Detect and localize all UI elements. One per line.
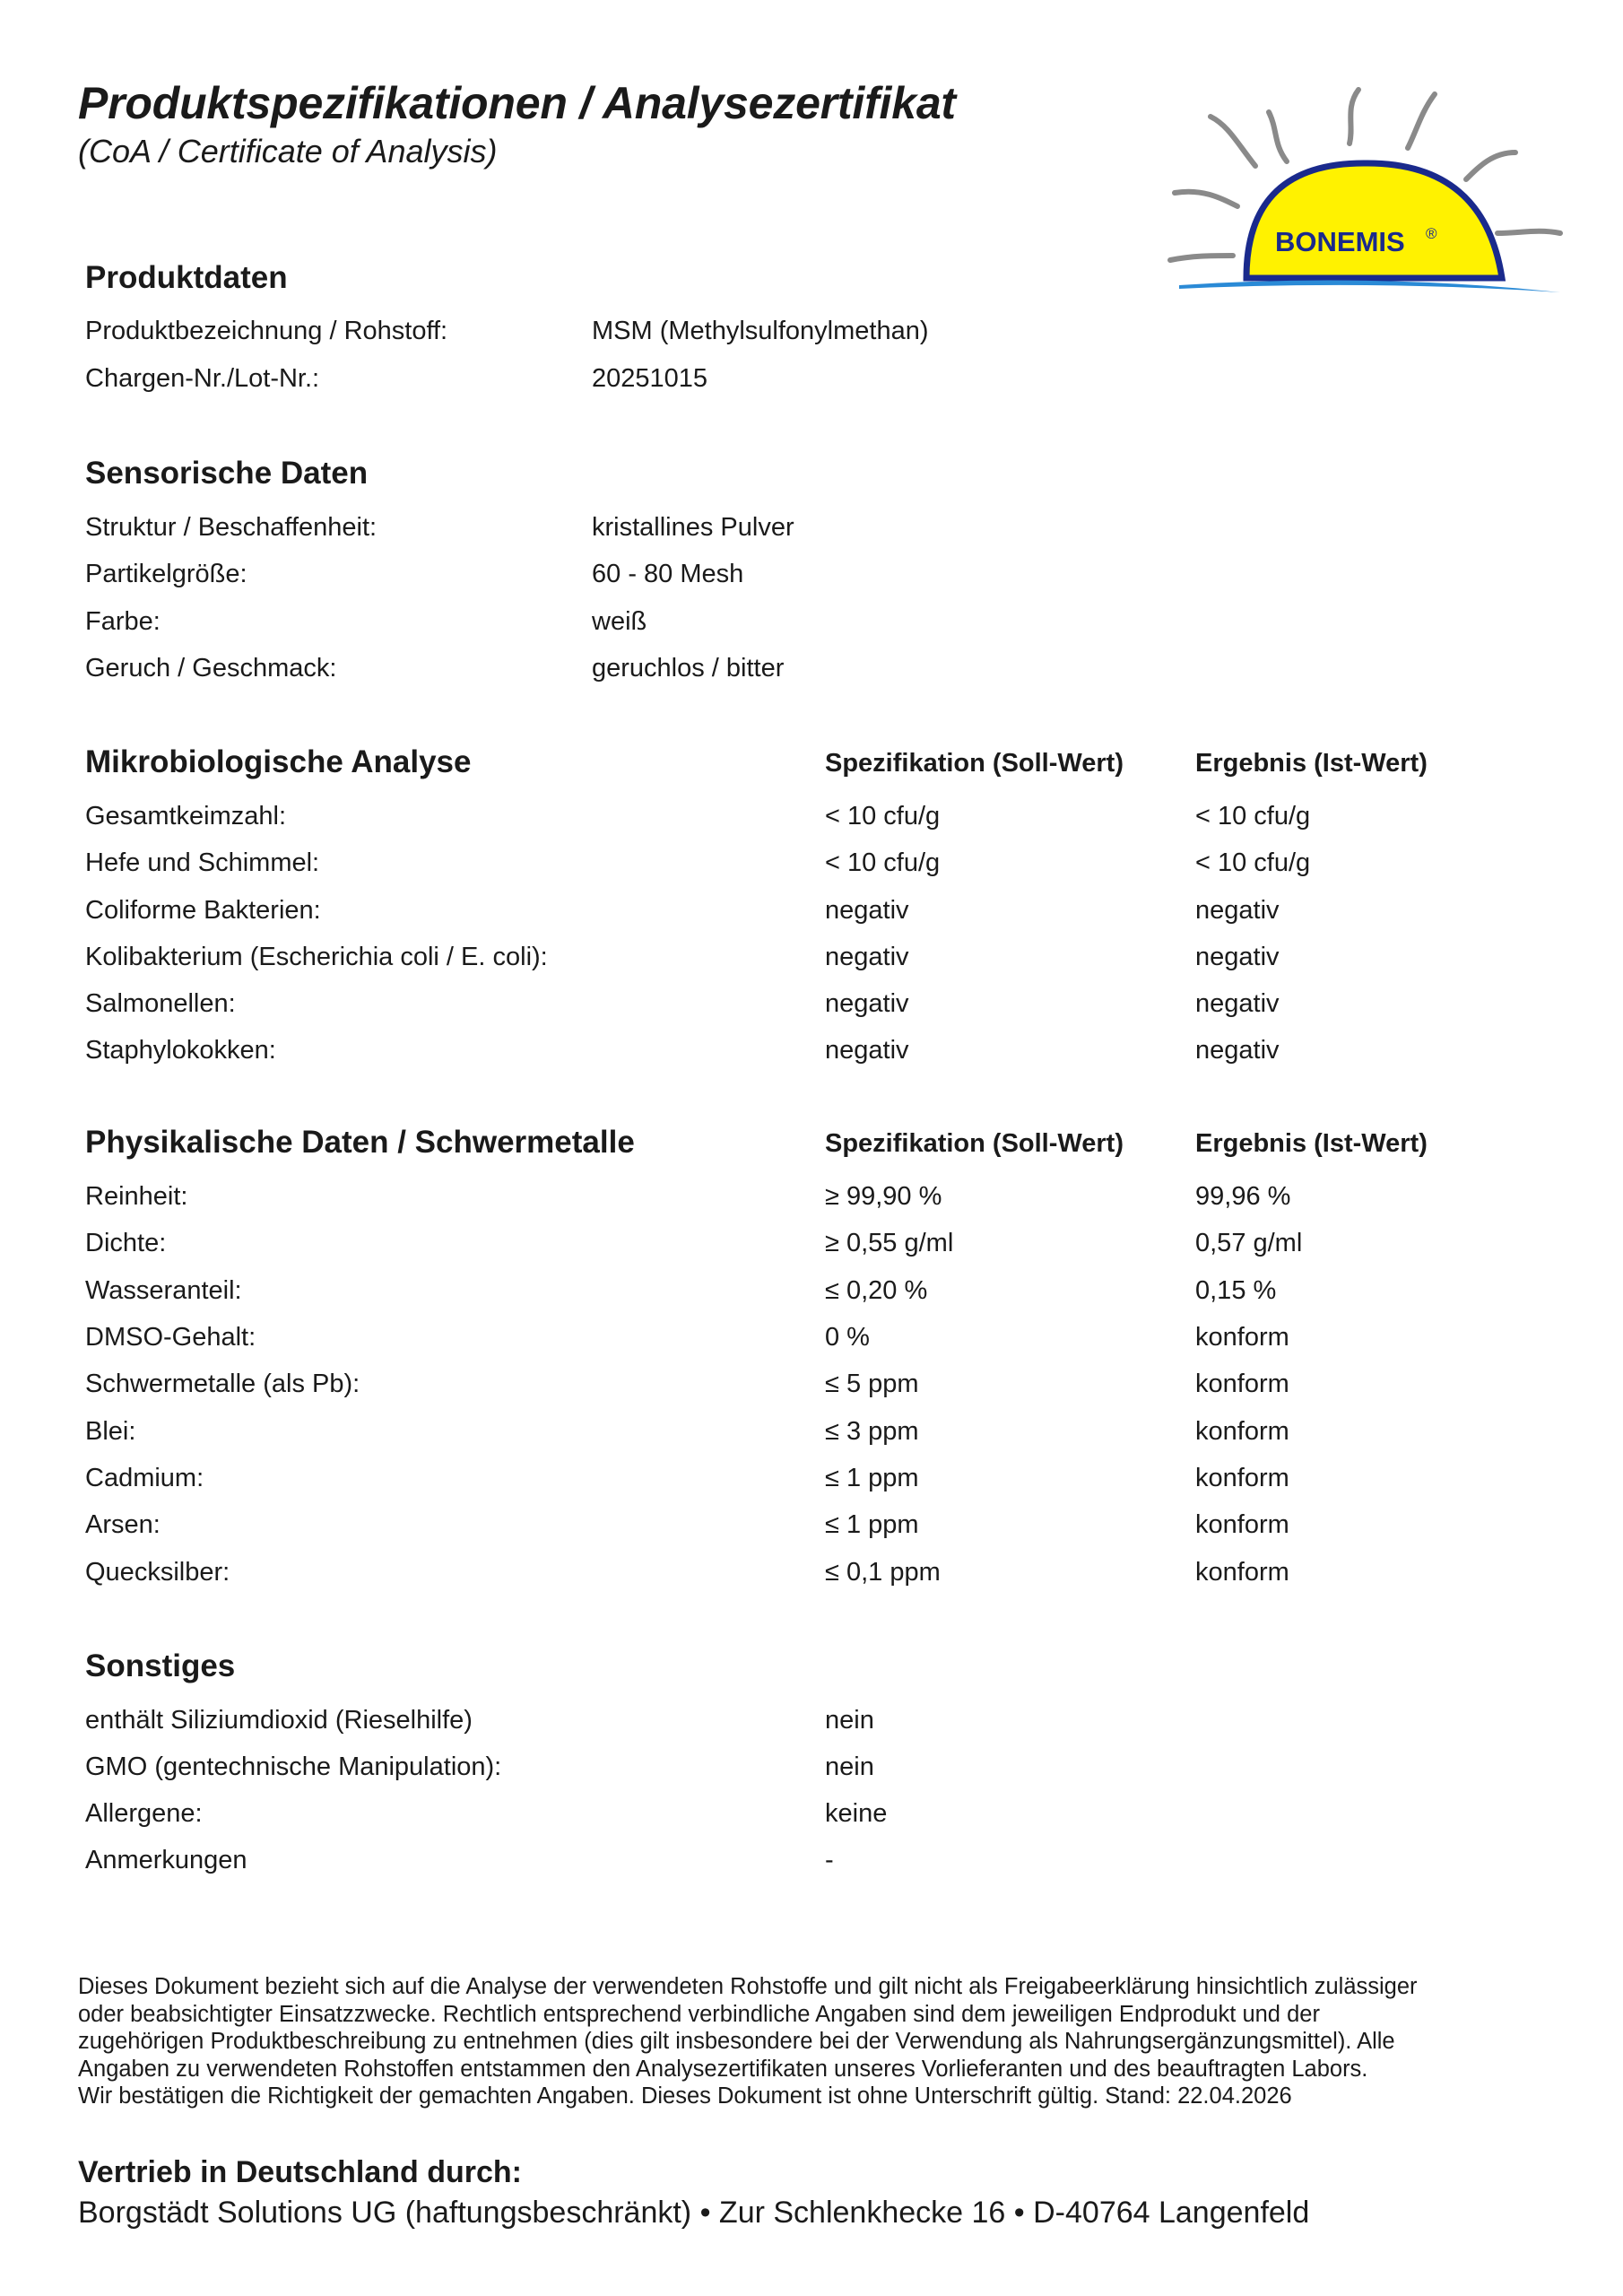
table-row: [0, 1706, 1623, 1752]
row-value: nein: [825, 1706, 874, 1735]
table-row: [0, 560, 1623, 606]
row-result: konform: [1195, 1323, 1289, 1352]
logo-text: BONEMIS: [1275, 226, 1405, 257]
table-row: [0, 364, 1623, 411]
row-label: Produktbezeichnung / Rohstoff:: [85, 317, 448, 345]
row-label: DMSO-Gehalt:: [85, 1323, 256, 1352]
row-spec: < 10 cfu/g: [825, 848, 941, 877]
row-value: -: [825, 1846, 834, 1874]
table-row: [0, 1558, 1623, 1605]
row-value: geruchlos / bitter: [592, 654, 785, 683]
column-header-result: Ergebnis (Ist-Wert): [1195, 749, 1428, 778]
row-value: nein: [825, 1752, 874, 1781]
row-spec: ≤ 5 ppm: [825, 1370, 919, 1398]
column-header-spec: Spezifikation (Soll-Wert): [825, 1129, 1124, 1158]
row-result: negativ: [1195, 896, 1280, 925]
row-spec: negativ: [825, 1036, 909, 1065]
table-row: [0, 896, 1623, 943]
disclaimer-line: Angaben zu verwendeten Rohstoffen entstammen den Analysezertifikaten unseres Vorlieferanten und des beauftragten Labors.: [78, 2056, 1368, 2082]
row-label: Struktur / Beschaffenheit:: [85, 513, 378, 542]
water-wave: [1179, 281, 1560, 292]
row-value: 20251015: [592, 364, 708, 393]
row-spec: ≤ 0,20 %: [825, 1276, 928, 1305]
row-value: MSM (Methylsulfonylmethan): [592, 317, 929, 345]
distribution-address: Borgstädt Solutions UG (haftungsbeschränkt) • Zur Schlenkhecke 16 • D-40764 Langenfeld: [78, 2196, 1310, 2230]
document-subtitle: (CoA / Certificate of Analysis): [78, 133, 498, 170]
row-label: Hefe und Schimmel:: [85, 848, 320, 877]
row-result: 99,96 %: [1195, 1182, 1291, 1211]
column-header-spec: Spezifikation (Soll-Wert): [825, 749, 1124, 778]
section-heading-sensory: Sensorische Daten: [85, 456, 369, 491]
table-row: [0, 1510, 1623, 1557]
column-header-result: Ergebnis (Ist-Wert): [1195, 1129, 1428, 1158]
section-heading-micro: Mikrobiologische Analyse: [85, 744, 472, 779]
row-result: negativ: [1195, 943, 1280, 971]
row-result: negativ: [1195, 1036, 1280, 1065]
row-result: 0,57 g/ml: [1195, 1229, 1303, 1257]
table-row: [0, 802, 1623, 848]
table-row: [0, 989, 1623, 1036]
table-row: [0, 1182, 1623, 1229]
row-spec: ≤ 1 ppm: [825, 1464, 919, 1492]
row-label: Partikelgröße:: [85, 560, 247, 588]
section-heading-product: Produktdaten: [85, 260, 288, 295]
disclaimer-line: Dieses Dokument bezieht sich auf die Analyse der verwendeten Rohstoffe und gilt nicht als Freigabeerklärung hinsichtlich zulässiger: [78, 1974, 1418, 1999]
row-value: weiß: [592, 607, 647, 636]
table-row: [0, 654, 1623, 700]
row-spec: negativ: [825, 989, 909, 1018]
row-result: < 10 cfu/g: [1195, 848, 1311, 877]
row-label: Chargen-Nr./Lot-Nr.:: [85, 364, 320, 393]
document-title: Produktspezifikationen / Analysezertifikat: [78, 78, 956, 128]
row-label: Allergene:: [85, 1799, 203, 1828]
table-row: [0, 1370, 1623, 1416]
disclaimer-line: zugehörigen Produktbeschreibung zu entnehmen (dies gilt insbesondere bei der Verwendung als Nahrungsergänzungsmittel). Alle: [78, 2029, 1395, 2054]
row-result: konform: [1195, 1370, 1289, 1398]
row-label: Arsen:: [85, 1510, 161, 1539]
section-heading-physical: Physikalische Daten / Schwermetalle: [85, 1125, 635, 1160]
row-value: 60 - 80 Mesh: [592, 560, 744, 588]
row-result: konform: [1195, 1417, 1289, 1446]
logo-registered-mark: ®: [1426, 225, 1437, 242]
row-spec: negativ: [825, 943, 909, 971]
table-row: [0, 1464, 1623, 1510]
table-row: [0, 943, 1623, 989]
row-label: Quecksilber:: [85, 1558, 230, 1587]
table-row: [0, 1799, 1623, 1846]
row-value: keine: [825, 1799, 888, 1828]
row-label: Cadmium:: [85, 1464, 204, 1492]
row-result: negativ: [1195, 989, 1280, 1018]
table-row: [0, 848, 1623, 895]
row-label: Anmerkungen: [85, 1846, 247, 1874]
row-spec: ≤ 3 ppm: [825, 1417, 919, 1446]
row-result: 0,15 %: [1195, 1276, 1277, 1305]
row-label: Gesamtkeimzahl:: [85, 802, 287, 831]
row-result: konform: [1195, 1510, 1289, 1539]
row-label: Schwermetalle (als Pb):: [85, 1370, 360, 1398]
row-spec: ≥ 99,90 %: [825, 1182, 942, 1211]
table-row: [0, 317, 1623, 363]
table-row: [0, 1229, 1623, 1275]
row-spec: 0 %: [825, 1323, 870, 1352]
disclaimer-line: oder beabsichtigter Einsatzzwecke. Rechtlich entsprechend verbindliche Angaben sind dem jeweiligen Endprodukt und der: [78, 2001, 1320, 2027]
row-spec: negativ: [825, 896, 909, 925]
distribution-heading: Vertrieb in Deutschland durch:: [78, 2155, 522, 2189]
row-label: Reinheit:: [85, 1182, 188, 1211]
row-spec: ≤ 0,1 ppm: [825, 1558, 941, 1587]
row-label: Coliforme Bakterien:: [85, 896, 321, 925]
bonemis-logo: [1166, 81, 1569, 305]
table-row: [0, 1036, 1623, 1083]
row-label: Kolibakterium (Escherichia coli / E. coli):: [85, 943, 548, 971]
row-spec: < 10 cfu/g: [825, 802, 941, 831]
row-label: GMO (gentechnische Manipulation):: [85, 1752, 502, 1781]
row-label: Salmonellen:: [85, 989, 236, 1018]
row-label: Dichte:: [85, 1229, 167, 1257]
table-row: [0, 513, 1623, 560]
disclaimer-line: Wir bestätigen die Richtigkeit der gemachten Angaben. Dieses Dokument ist ohne Unterschrift gültig. Stand: 22.04.2026: [78, 2083, 1292, 2109]
row-label: Wasseranteil:: [85, 1276, 242, 1305]
table-row: [0, 607, 1623, 654]
row-result: konform: [1195, 1464, 1289, 1492]
table-row: [0, 1752, 1623, 1799]
row-spec: ≥ 0,55 g/ml: [825, 1229, 954, 1257]
row-result: konform: [1195, 1558, 1289, 1587]
table-row: [0, 1276, 1623, 1323]
table-row: [0, 1846, 1623, 1892]
row-label: enthält Siliziumdioxid (Rieselhilfe): [85, 1706, 473, 1735]
row-label: Blei:: [85, 1417, 136, 1446]
table-row: [0, 1417, 1623, 1464]
row-label: Staphylokokken:: [85, 1036, 276, 1065]
row-spec: ≤ 1 ppm: [825, 1510, 919, 1539]
table-row: [0, 1323, 1623, 1370]
disclaimer-text: [78, 1973, 1567, 2110]
row-value: kristallines Pulver: [592, 513, 794, 542]
row-result: < 10 cfu/g: [1195, 802, 1311, 831]
row-label: Farbe:: [85, 607, 161, 636]
row-label: Geruch / Geschmack:: [85, 654, 337, 683]
section-heading-misc: Sonstiges: [85, 1648, 236, 1683]
